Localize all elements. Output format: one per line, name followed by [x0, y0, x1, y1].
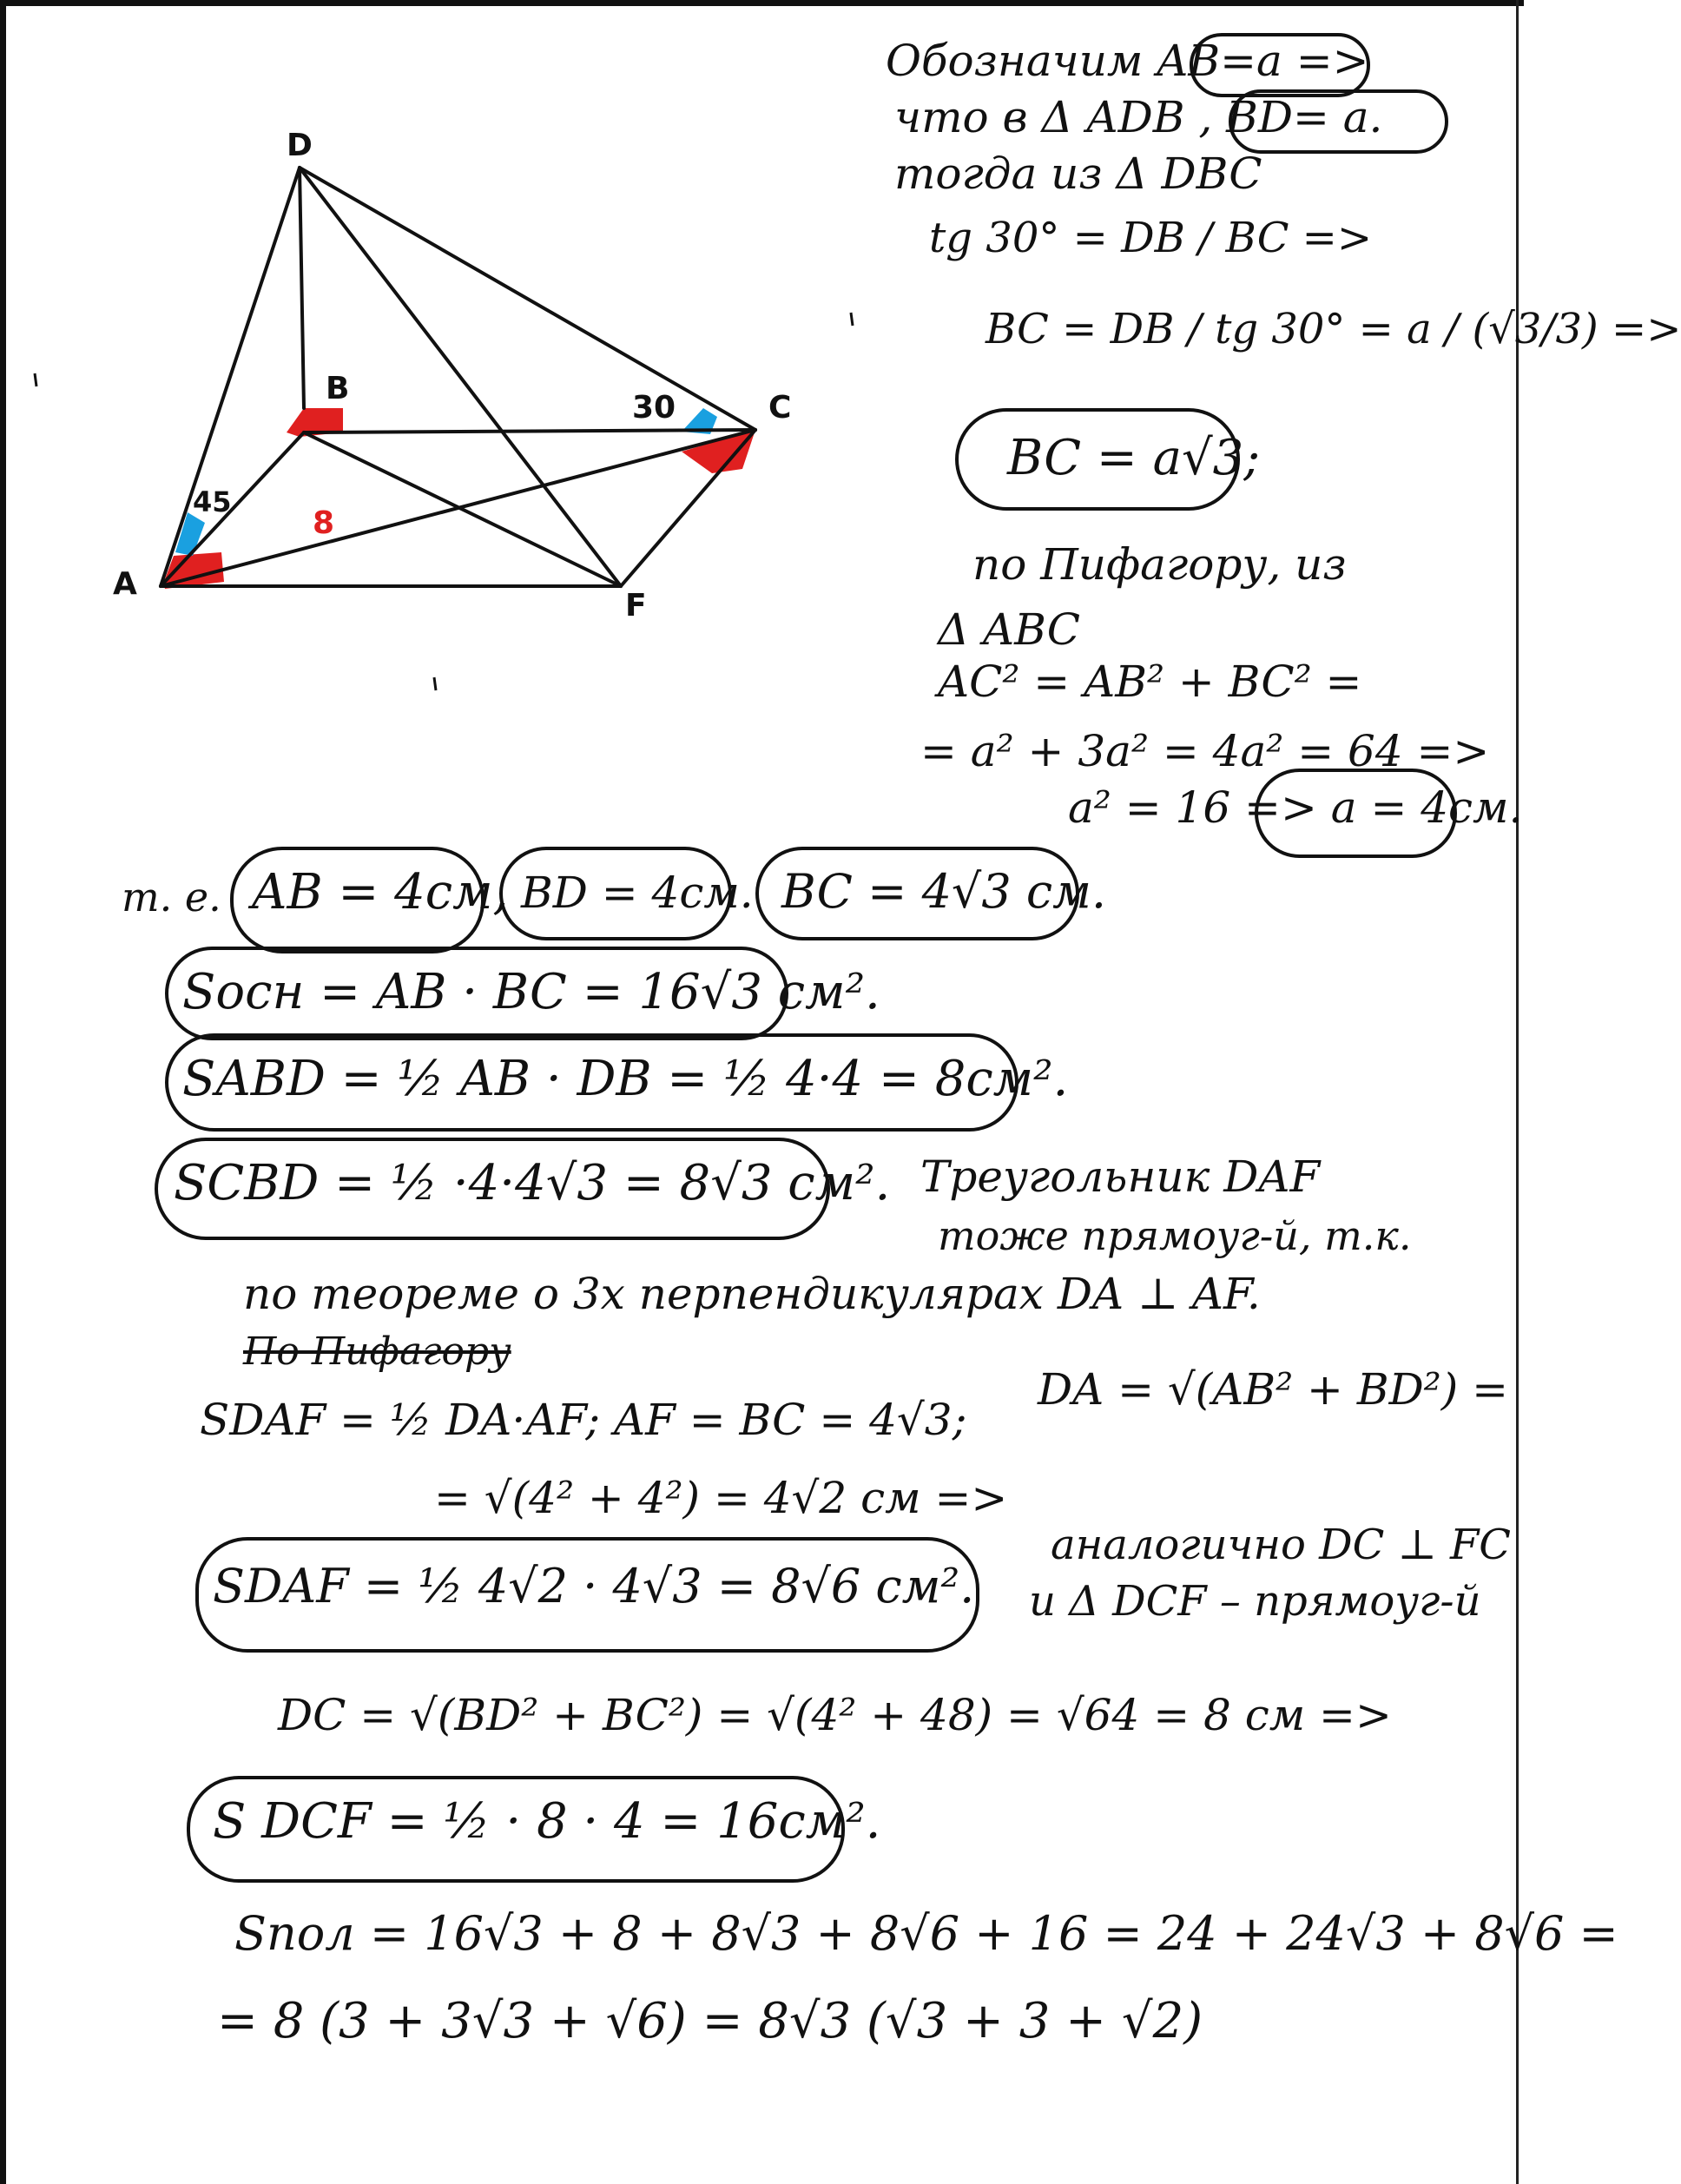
note-line-14: SABD = ½ AB · DB = ½ 4·4 = 8см².: [182, 1051, 1069, 1107]
angle-mark-a-45: [175, 512, 205, 556]
note-line-4: tg 30° = DB / BC =>: [929, 214, 1373, 262]
note-line-28: Sпол = 16√3 + 8 + 8√3 + 8√6 + 16 = 24 + 24√3 + 8√6 =: [234, 1906, 1618, 1961]
edge-b-f: [304, 432, 621, 586]
note-line-6: BC = a√3;: [1007, 430, 1261, 486]
note-line-21: DA = √(AB² + BD²) =: [1038, 1364, 1508, 1415]
diagonal-a-c: [161, 430, 755, 586]
note-line-7: по Пифагору, из: [972, 539, 1347, 590]
note-line-17: тоже прямоуг-й, т.к.: [938, 1212, 1412, 1259]
note-line-19-struck: По Пифагору: [243, 1330, 511, 1374]
note-line-13: Sосн = AB · BC = 16√3 см².: [182, 964, 880, 1020]
note-line-23: аналогично DC ⊥ FC: [1051, 1521, 1512, 1569]
note-line-15: SCBD = ½ ·4·4√3 = 8√3 см².: [174, 1155, 891, 1211]
circle-s-base: [165, 947, 788, 1040]
angle-label-a: 45: [193, 485, 232, 518]
circle-bd-result: [499, 847, 732, 940]
circle-s-daf: [195, 1537, 979, 1653]
note-line-24: и Δ DCF – прямоуг-й: [1029, 1577, 1481, 1626]
circle-s-abd: [165, 1033, 1018, 1132]
vertex-label-a: A: [113, 566, 137, 602]
note-line-16: Треугольник DAF: [920, 1151, 1321, 1202]
circle-bc-result: [755, 847, 1079, 940]
edge-d-a: [161, 168, 300, 586]
vertex-label-b: B: [326, 371, 350, 406]
edge-d-b: [300, 168, 304, 408]
circle-ab-result: [230, 847, 485, 953]
note-line-12-prefix: т. е.: [122, 874, 221, 920]
note-line-20: SDAF = ½ DA·AF; AF = BC = 4√3;: [200, 1395, 967, 1445]
circle-ab-a: [1190, 33, 1370, 97]
note-line-11: a² = 16 => a = 4см.: [1068, 782, 1523, 833]
note-line-22: = √(4² + 4²) = 4√2 см =>: [434, 1473, 1008, 1523]
note-line-10: = a² + 3a² = 4a² = 64 =>: [920, 726, 1490, 776]
note-line-18: по теореме о 3х перпендикулярах DA ⊥ AF.: [243, 1269, 1261, 1319]
note-line-26: DC = √(BD² + BC²) = √(4² + 48) = √64 = 8 см =>: [278, 1690, 1392, 1740]
note-line-25: SDAF = ½ 4√2 · 4√3 = 8√6 см².: [213, 1559, 975, 1613]
note-line-9: AC² = AB² + BC² =: [938, 657, 1362, 707]
note-line-1: Обозначим AB=a =>: [886, 36, 1369, 86]
note-line-12-ab: AB = 4см,: [252, 864, 509, 920]
edge-b-a: [161, 432, 304, 586]
length-label-ac: 8: [313, 505, 335, 541]
circle-s-dcf: [187, 1776, 845, 1883]
circle-a-value: [1255, 769, 1457, 858]
right-angle-mark-c: [682, 430, 755, 473]
note-line-5: BC = DB / tg 30° = a / (√3/3) =>: [986, 305, 1681, 353]
stray-mark-1: [434, 677, 436, 690]
note-line-29: = 8 (3 + 3√3 + √6) = 8√3 (√3 + 3 + √2): [217, 1993, 1203, 2049]
note-line-2: что в Δ ADB , BD= a.: [894, 92, 1383, 142]
note-line-27: S DCF = ½ · 8 · 4 = 16см².: [213, 1793, 881, 1850]
stray-mark-2: [851, 313, 853, 326]
note-line-3: тогда из Δ DBC: [894, 148, 1262, 199]
vertex-label-c: C: [768, 390, 792, 426]
circle-s-cbd: [155, 1138, 830, 1240]
note-line-8: Δ ABC: [938, 604, 1081, 655]
circle-bd-a: [1229, 89, 1448, 154]
note-line-12-bc: BC = 4√3 см.: [781, 864, 1107, 919]
vertex-label-d: D: [287, 128, 313, 163]
vertex-label-f: F: [625, 588, 647, 624]
angle-label-c: 30: [632, 390, 676, 426]
note-line-12-bd: BD = 4см.: [521, 868, 754, 918]
circle-bc: [955, 408, 1240, 511]
edge-d-c: [300, 168, 755, 430]
stray-mark-3: [35, 373, 36, 386]
